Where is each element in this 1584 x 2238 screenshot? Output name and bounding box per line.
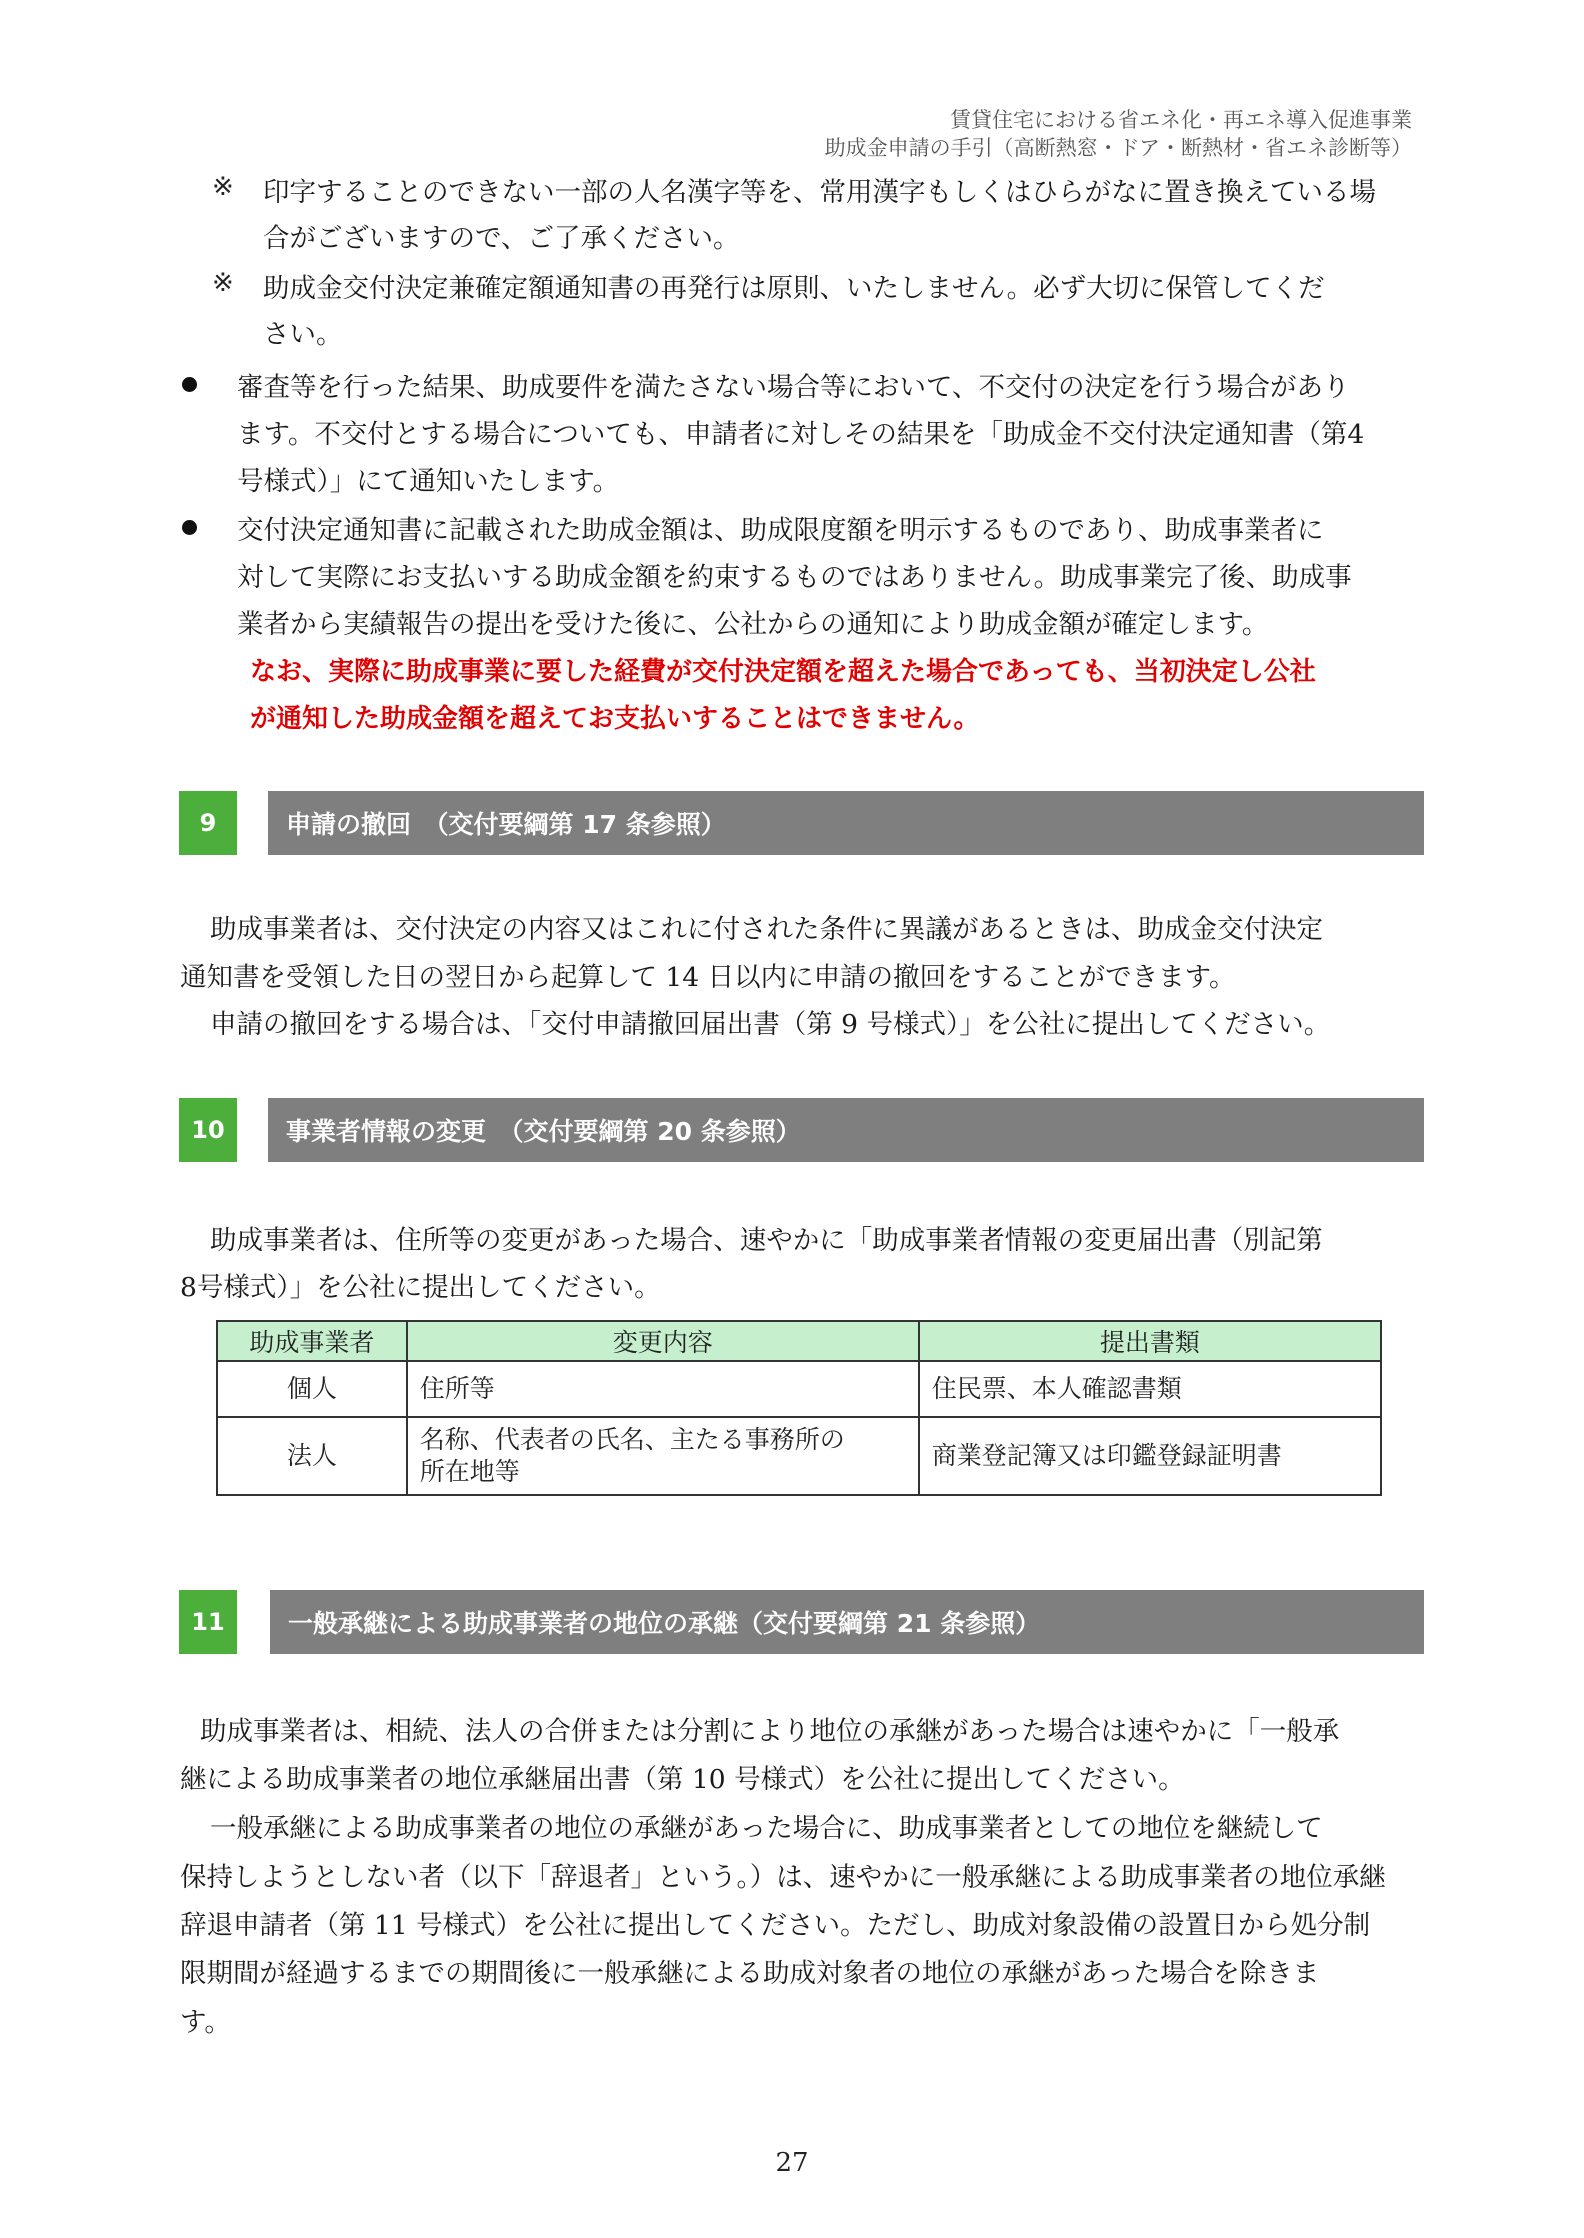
bullet2-line1: 交付決定通知書に記載された助成金額は、助成限度額を明示するものであり、助成事業者に: [237, 515, 1324, 546]
section-10-text: 助成事業者は、住所等の変更があった場合、速やかに「助成事業者情報の変更届出書（別記第: [210, 1225, 1323, 1256]
section-11-text: 辞退申請者（第 11 号様式）を公社に提出してください。ただし、助成対象設備の設置日から処分制: [180, 1910, 1371, 1941]
section-9-text: 申請の撤回をする場合は、「交付申請撤回届出書（第 9 号様式）」を公社に提出してください。: [210, 1009, 1331, 1040]
header-subtitle: 助成金申請の手引（高断熱窓・ドア・断熱材・省エネ診断等）: [824, 136, 1412, 160]
bullet-icon: [182, 377, 197, 392]
table-row: [217, 1361, 1381, 1417]
note-mark: ※: [212, 172, 234, 202]
table-row: [217, 1417, 1381, 1495]
section-11-text: 一般承継による助成事業者の地位の承継があった場合に、助成事業者としての地位を継続して: [210, 1813, 1323, 1844]
table-cell-type: 法人: [217, 1417, 407, 1495]
bullet1-line3: 号様式）」にて通知いたします。: [237, 466, 620, 497]
page-number: 27: [775, 2148, 809, 2178]
table-cell-content: 住所等: [407, 1361, 919, 1417]
bullet1-line1: 審査等を行った結果、助成要件を満たさない場合等において、不交付の決定を行う場合があり: [237, 372, 1350, 403]
section-11-text: 限期間が経過するまでの期間後に一般承継による助成対象者の地位の承継があった場合を除きま: [180, 1958, 1320, 1989]
table-header: 助成事業者: [217, 1321, 407, 1361]
table-cell-documents: 商業登記簿又は印鑑登録証明書: [919, 1417, 1381, 1495]
section-9-text: 助成事業者は、交付決定の内容又はこれに付された条件に異議があるときは、助成金交付決定: [210, 914, 1323, 945]
section-9-text: 通知書を受領した日の翌日から起算して 14 日以内に申請の撤回をすることができます。: [180, 962, 1236, 993]
note1-line1: 印字することのできない一部の人名漢字等を、常用漢字もしくはひらがなに置き換えている場: [263, 177, 1376, 208]
table-header: 提出書類: [919, 1321, 1381, 1361]
note-mark: ※: [212, 268, 234, 298]
section-11-text: す。: [180, 2007, 231, 2038]
section-11-text: 助成事業者は、相続、法人の合併または分割により地位の承継があった場合は速やかに「一般承: [200, 1716, 1340, 1747]
note2-line1: 助成金交付決定兼確定額通知書の再発行は原則、いたしません。必ず大切に保管してくだ: [263, 273, 1325, 304]
note1-line2: 合がございますので、ご了承ください。: [263, 223, 740, 254]
header-title: 賃貸住宅における省エネ化・再エネ導入促進事業: [950, 108, 1412, 132]
section-10-text: 8号様式）」を公社に提出してください。: [180, 1272, 661, 1303]
change-table: [216, 1320, 1382, 1496]
red-warning-line1: なお、実際に助成事業に要した経費が交付決定額を超えた場合であっても、当初決定し公社: [250, 657, 1316, 687]
section-9-title: 申請の撤回 （交付要綱第 17 条参照）: [268, 791, 1424, 855]
bullet-icon: [182, 520, 197, 535]
bullet2-line2: 対して実際にお支払いする助成金額を約束するものではありません。助成事業完了後、助成事: [237, 562, 1352, 593]
section-10-title: 事業者情報の変更 （交付要綱第 20 条参照）: [268, 1098, 1424, 1162]
section-10-number: 10: [179, 1098, 237, 1162]
bullet1-line2: ます。不交付とする場合についても、申請者に対しその結果を「助成金不交付決定通知書（第4: [237, 419, 1365, 450]
section-11-text: 継による助成事業者の地位承継届出書（第 10 号様式）を公社に提出してください。: [180, 1764, 1185, 1795]
section-11-title: 一般承継による助成事業者の地位の承継（交付要綱第 21 条参照）: [270, 1590, 1424, 1654]
section-9-number: 9: [179, 791, 237, 855]
bullet2-line3: 業者から実績報告の提出を受けた後に、公社からの通知により助成金額が確定します。: [237, 609, 1269, 640]
table-cell-content: 名称、代表者の氏名、主たる事務所の 所在地等: [407, 1417, 919, 1495]
table-cell-type: 個人: [217, 1361, 407, 1417]
section-11-number: 11: [179, 1590, 237, 1654]
red-warning-line2: が通知した助成金額を超えてお支払いすることはできません。: [250, 704, 980, 734]
note2-line2: さい。: [263, 319, 343, 350]
table-header-row: [217, 1321, 1381, 1361]
section-11-text: 保持しようとしない者（以下「辞退者」という。）は、速やかに一般承継による助成事業者の地位承継: [180, 1862, 1386, 1893]
table-header: 変更内容: [407, 1321, 919, 1361]
table-cell-documents: 住民票、本人確認書類: [919, 1361, 1381, 1417]
